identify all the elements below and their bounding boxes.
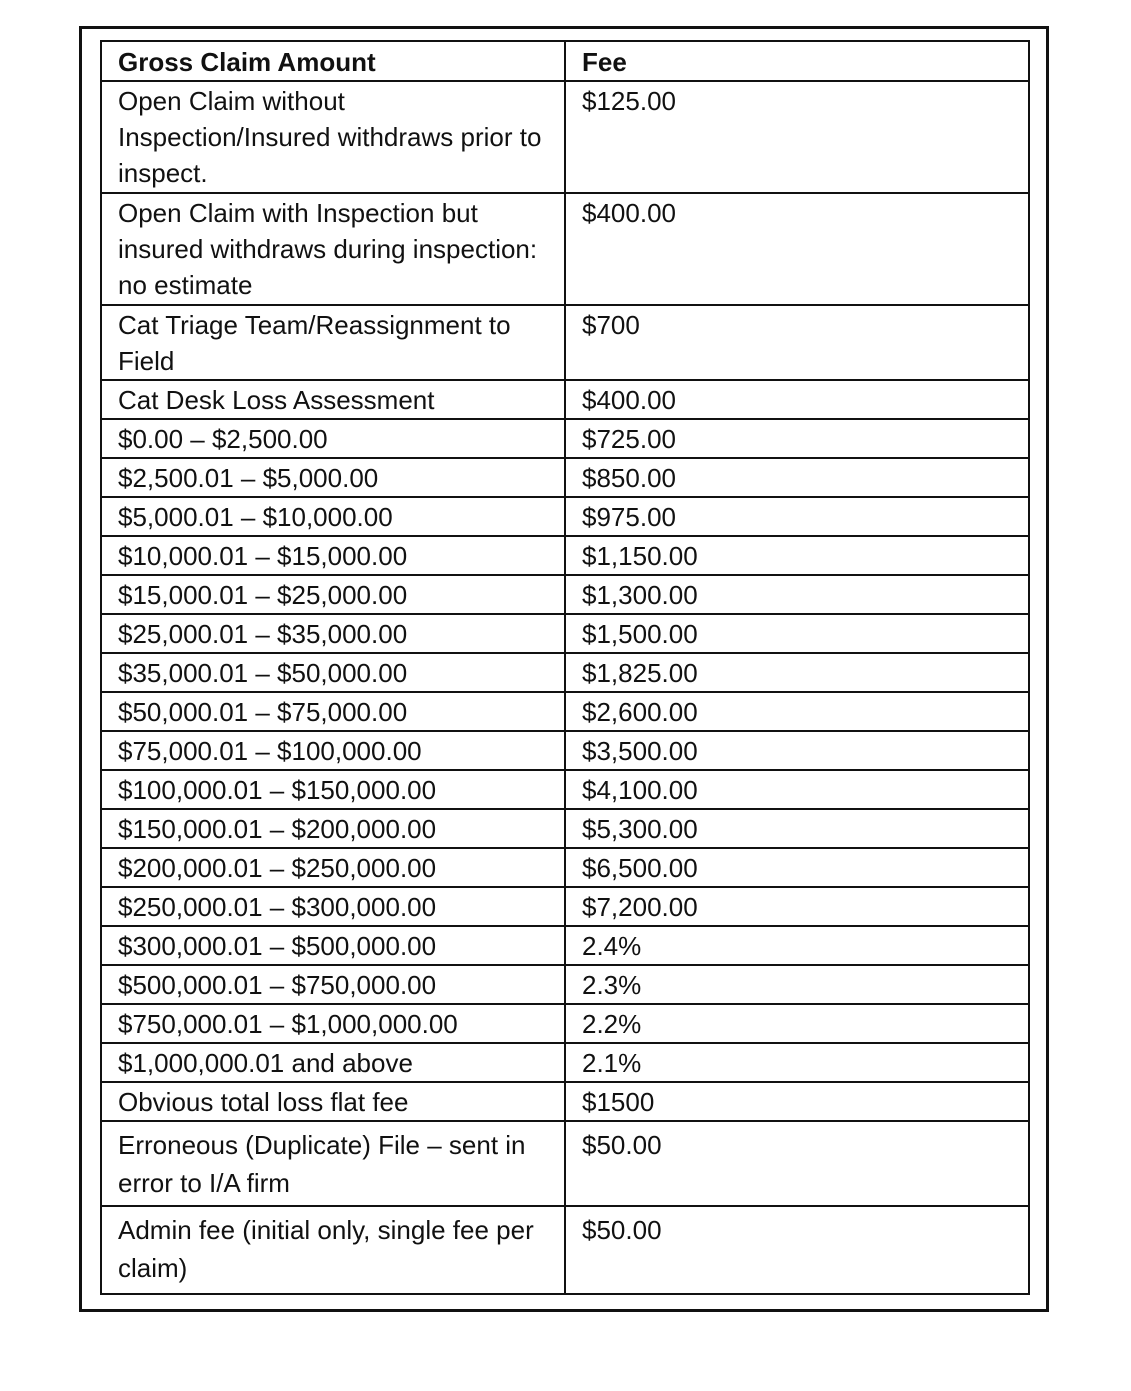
table-row bbox=[101, 1206, 1029, 1294]
claim-amount-cell: $10,000.01 – $15,000.00 bbox=[101, 536, 565, 575]
table-row bbox=[101, 1121, 1029, 1206]
claim-amount-cell: $50,000.01 – $75,000.00 bbox=[101, 692, 565, 731]
table-row bbox=[101, 653, 1029, 692]
claim-amount-cell: Open Claim without Inspection/Insured withdraws prior to inspect. bbox=[101, 81, 565, 193]
claim-amount-cell: $35,000.01 – $50,000.00 bbox=[101, 653, 565, 692]
table-row bbox=[101, 536, 1029, 575]
claim-amount-cell: $25,000.01 – $35,000.00 bbox=[101, 614, 565, 653]
claim-amount-cell: $0.00 – $2,500.00 bbox=[101, 419, 565, 458]
table-row bbox=[101, 1043, 1029, 1082]
claim-amount-cell: Obvious total loss flat fee bbox=[101, 1082, 565, 1121]
fee-schedule-table bbox=[100, 40, 1030, 1295]
claim-amount-cell: $100,000.01 – $150,000.00 bbox=[101, 770, 565, 809]
claim-amount-cell: $500,000.01 – $750,000.00 bbox=[101, 965, 565, 1004]
table-header-row bbox=[101, 41, 1029, 81]
table-row bbox=[101, 731, 1029, 770]
header-gross-claim-amount: Gross Claim Amount bbox=[101, 41, 565, 81]
fee-cell: $50.00 bbox=[565, 1206, 1029, 1294]
fee-cell: $2,600.00 bbox=[565, 692, 1029, 731]
claim-amount-cell: $300,000.01 – $500,000.00 bbox=[101, 926, 565, 965]
header-fee: Fee bbox=[565, 41, 1029, 81]
fee-cell: 2.4% bbox=[565, 926, 1029, 965]
claim-amount-cell: Erroneous (Duplicate) File – sent in error to I/A firm bbox=[101, 1121, 565, 1206]
fee-cell: $1,150.00 bbox=[565, 536, 1029, 575]
table-row bbox=[101, 614, 1029, 653]
fee-cell: 2.1% bbox=[565, 1043, 1029, 1082]
fee-cell: $3,500.00 bbox=[565, 731, 1029, 770]
claim-amount-cell: $1,000,000.01 and above bbox=[101, 1043, 565, 1082]
fee-cell: $1,300.00 bbox=[565, 575, 1029, 614]
table-row bbox=[101, 848, 1029, 887]
table-row bbox=[101, 419, 1029, 458]
table-row bbox=[101, 497, 1029, 536]
table-row bbox=[101, 887, 1029, 926]
claim-amount-cell: $75,000.01 – $100,000.00 bbox=[101, 731, 565, 770]
fee-cell: $7,200.00 bbox=[565, 887, 1029, 926]
table-row bbox=[101, 458, 1029, 497]
table-row bbox=[101, 1004, 1029, 1043]
table-row bbox=[101, 809, 1029, 848]
claim-amount-cell: $250,000.01 – $300,000.00 bbox=[101, 887, 565, 926]
fee-cell: $400.00 bbox=[565, 193, 1029, 305]
claim-amount-cell: $200,000.01 – $250,000.00 bbox=[101, 848, 565, 887]
claim-amount-cell: Cat Desk Loss Assessment bbox=[101, 380, 565, 419]
claim-amount-cell: Cat Triage Team/Reassignment to Field bbox=[101, 305, 565, 380]
fee-cell: $4,100.00 bbox=[565, 770, 1029, 809]
table-row bbox=[101, 305, 1029, 380]
table-row bbox=[101, 692, 1029, 731]
table-row bbox=[101, 965, 1029, 1004]
table-row bbox=[101, 81, 1029, 193]
fee-cell: $5,300.00 bbox=[565, 809, 1029, 848]
fee-cell: $1,500.00 bbox=[565, 614, 1029, 653]
table-row bbox=[101, 575, 1029, 614]
fee-cell: $6,500.00 bbox=[565, 848, 1029, 887]
fee-cell: 2.2% bbox=[565, 1004, 1029, 1043]
table-row bbox=[101, 193, 1029, 305]
claim-amount-cell: Admin fee (initial only, single fee per claim) bbox=[101, 1206, 565, 1294]
fee-cell: 2.3% bbox=[565, 965, 1029, 1004]
claim-amount-cell: $5,000.01 – $10,000.00 bbox=[101, 497, 565, 536]
claim-amount-cell: Open Claim with Inspection but insured withdraws during inspection: no estimate bbox=[101, 193, 565, 305]
table-row bbox=[101, 1082, 1029, 1121]
fee-cell: $1,825.00 bbox=[565, 653, 1029, 692]
fee-cell: $700 bbox=[565, 305, 1029, 380]
table-row bbox=[101, 380, 1029, 419]
fee-cell: $1500 bbox=[565, 1082, 1029, 1121]
claim-amount-cell: $150,000.01 – $200,000.00 bbox=[101, 809, 565, 848]
fee-cell: $725.00 bbox=[565, 419, 1029, 458]
fee-cell: $50.00 bbox=[565, 1121, 1029, 1206]
fee-cell: $125.00 bbox=[565, 81, 1029, 193]
fee-cell: $850.00 bbox=[565, 458, 1029, 497]
fee-cell: $975.00 bbox=[565, 497, 1029, 536]
table-row bbox=[101, 926, 1029, 965]
table-row bbox=[101, 770, 1029, 809]
claim-amount-cell: $2,500.01 – $5,000.00 bbox=[101, 458, 565, 497]
fee-cell: $400.00 bbox=[565, 380, 1029, 419]
claim-amount-cell: $15,000.01 – $25,000.00 bbox=[101, 575, 565, 614]
claim-amount-cell: $750,000.01 – $1,000,000.00 bbox=[101, 1004, 565, 1043]
